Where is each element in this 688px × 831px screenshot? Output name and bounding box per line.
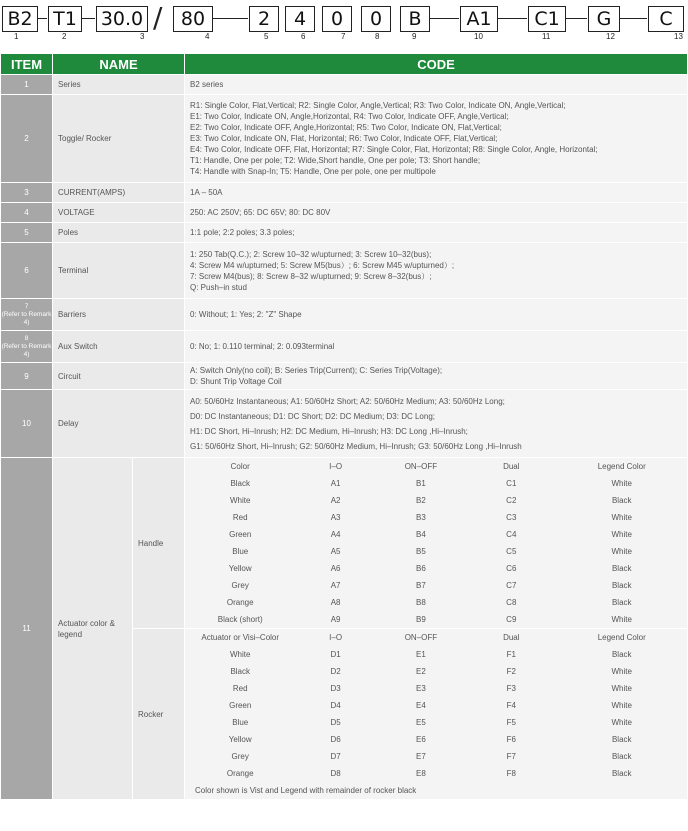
cell: B8 [416, 598, 426, 607]
item-code [185, 183, 688, 203]
code-line: 1:1 pole; 2:2 poles; 3.3 poles; [190, 228, 295, 237]
code-box-actuator: T1 [48, 6, 82, 32]
rocker-footnote-row [185, 782, 687, 799]
table-row-handle [1, 458, 688, 629]
item-number [1, 299, 53, 331]
item-code [185, 331, 688, 363]
code-slash: / [153, 1, 163, 34]
cell: Black [611, 769, 632, 778]
handle-row [185, 594, 687, 611]
code-box-12: G [588, 6, 620, 32]
cell: A9 [330, 615, 341, 624]
actuator-type-handle: Handle [133, 458, 185, 629]
cell: B5 [416, 547, 426, 556]
cell: A5 [330, 547, 341, 556]
header-code: CODE [185, 54, 688, 75]
table-row [1, 299, 688, 331]
cell: Orange [226, 769, 254, 778]
item-number: 11 [1, 458, 53, 800]
table-row [1, 95, 688, 183]
rocker-row [185, 646, 687, 663]
item-code [185, 223, 688, 243]
cell: F4 [506, 701, 516, 710]
cell: F7 [506, 752, 516, 761]
cell: E1 [416, 650, 426, 659]
col-header: Color [230, 462, 250, 471]
item-number: 4 [1, 203, 53, 223]
cell: A8 [330, 598, 341, 607]
cell: White [611, 615, 632, 624]
code-box-13: C [648, 6, 684, 32]
cell: Black [230, 667, 250, 676]
code-dash [619, 18, 647, 19]
cell: White [611, 667, 632, 676]
position-number: 12 [606, 32, 615, 41]
item-code [185, 203, 688, 223]
code-box-poles: 2 [249, 6, 279, 32]
item-number: 3 [1, 183, 53, 203]
item-name: Series [53, 75, 185, 95]
item-remark-note: (Refer to Remark 4) [1, 342, 52, 358]
cell: White [611, 479, 632, 488]
cell: A1 [330, 479, 341, 488]
rocker-row [185, 765, 687, 782]
code-line: H1: DC Short, Hi–Inrush; H2: DC Medium, Hi–Inrush; H3: DC Long ,Hi–Inrush; [190, 426, 468, 436]
rocker-row [185, 748, 687, 765]
cell: White [611, 547, 632, 556]
position-number: 7 [341, 32, 346, 41]
cell: D6 [330, 735, 341, 744]
item-name: Barriers [53, 299, 185, 331]
cell: B1 [416, 479, 426, 488]
cell: White [229, 496, 251, 505]
col-header: ON–OFF [404, 633, 438, 642]
cell: Black [611, 564, 632, 573]
code-line: 250: AC 250V; 65: DC 65V; 80: DC 80V [190, 208, 331, 217]
cell: E6 [416, 735, 426, 744]
code-line: 0: Without; 1: Yes; 2: "Z" Shape [190, 310, 302, 319]
cell: White [611, 718, 632, 727]
code-dash [565, 18, 587, 19]
item-number: 10 [1, 390, 53, 458]
cell: Black (short) [217, 615, 263, 624]
handle-header-row [185, 458, 687, 475]
cell: D8 [330, 769, 341, 778]
code-line: Q: Push–in stud [190, 282, 247, 292]
cell: F5 [506, 718, 516, 727]
item-name: VOLTAGE [53, 203, 185, 223]
col-header: Dual [503, 633, 520, 642]
cell: C1 [506, 479, 517, 488]
code-box-series: B2 [2, 6, 38, 32]
cell: Green [229, 530, 252, 539]
rocker-row [185, 680, 687, 697]
cell: Yellow [228, 735, 252, 744]
rocker-color-table [185, 629, 687, 799]
item-name: Circuit [53, 363, 185, 390]
header-name: NAME [53, 54, 185, 75]
code-dash [429, 18, 459, 19]
position-number: 5 [264, 32, 269, 41]
cell: Black [611, 650, 632, 659]
cell: A4 [330, 530, 341, 539]
cell: E7 [416, 752, 426, 761]
code-line: 4: Screw M4 w/upturned; 5: Screw M5(bus）; 6: Screw M45 w/upturned）; [190, 260, 455, 270]
code-line: E4: Two Color, Indicate OFF, Flat, Horizontal; R7: Single Color, Flat, Horizontal; R8: Single Color, Angle, Horizontal; [190, 145, 598, 154]
cell: E2 [416, 667, 426, 676]
cell: C8 [506, 598, 517, 607]
cell: E4 [416, 701, 426, 710]
cell: Black [611, 735, 632, 744]
position-number: 10 [474, 32, 483, 41]
table-row [1, 363, 688, 390]
actuator-type-rocker: Rocker [133, 629, 185, 800]
cell: Black [611, 496, 632, 505]
item-code [185, 95, 688, 183]
cell: Blue [232, 718, 249, 727]
cell: B2 [416, 496, 426, 505]
item-name: Aux Switch [53, 331, 185, 363]
handle-color-table-cell [185, 458, 688, 629]
cell: B3 [416, 513, 426, 522]
cell: Orange [226, 598, 254, 607]
cell: C7 [506, 581, 517, 590]
position-number: 2 [62, 32, 67, 41]
cell: F3 [506, 684, 516, 693]
position-number: 9 [412, 32, 417, 41]
handle-row [185, 543, 687, 560]
cell: Yellow [228, 564, 252, 573]
handle-row [185, 577, 687, 594]
header-item: ITEM [1, 54, 53, 75]
cell: C3 [506, 513, 517, 522]
handle-row [185, 611, 687, 628]
handle-row [185, 492, 687, 509]
item-number: 6 [1, 243, 53, 299]
cell: Grey [231, 752, 249, 761]
cell: B6 [416, 564, 426, 573]
item-name: Poles [53, 223, 185, 243]
item-remark-note: (Refer to Remark 4) [1, 310, 52, 326]
item-number: 5 [1, 223, 53, 243]
code-box-circuit: B [400, 6, 430, 32]
code-box-color: C1 [528, 6, 566, 32]
code-box-voltage: 80 [173, 6, 213, 32]
item-code [185, 390, 688, 458]
item-code [185, 243, 688, 299]
cell: Black [230, 479, 250, 488]
code-line: E3: Two Color, Indicate ON, Flat, Horizontal; R6: Two Color, Indicate OFF, Flat,Vertical; [190, 134, 498, 143]
cell: D3 [330, 684, 341, 693]
position-number: 13 [674, 32, 683, 41]
table-row [1, 203, 688, 223]
position-number: 1 [14, 32, 19, 41]
cell: D5 [330, 718, 341, 727]
cell: B4 [416, 530, 426, 539]
code-line: 7: Screw M4(bus); 8: Screw 8–32 w/upturned; 9: Screw 8–32(bus）; [190, 271, 432, 281]
rocker-header-row [185, 629, 687, 646]
cell: A6 [330, 564, 341, 573]
col-header: ON–OFF [404, 462, 438, 471]
cell: D2 [330, 667, 341, 676]
cell: Grey [231, 581, 249, 590]
position-number: 8 [375, 32, 380, 41]
code-box-aux-switch: 0 [361, 6, 391, 32]
cell: C2 [506, 496, 517, 505]
rocker-row [185, 697, 687, 714]
code-box-current: 30.0 [96, 6, 148, 32]
cell: Black [611, 598, 632, 607]
cell: White [611, 701, 632, 710]
code-dash [81, 18, 95, 19]
col-header: I–O [329, 462, 343, 471]
code-line: D0: DC Instantaneous; D1: DC Short; D2: DC Medium; D3: DC Long; [190, 411, 435, 421]
cell: D7 [330, 752, 341, 761]
cell: A2 [330, 496, 341, 505]
code-line: T1: Handle, One per pole; T2: Wide,Short handle, One per pole; T3: Short handle; [190, 156, 481, 165]
item-name: Terminal [53, 243, 185, 299]
cell: Black [611, 581, 632, 590]
code-box-barriers: 0 [322, 6, 352, 32]
item-number-value: 8 [24, 334, 29, 342]
cell: C5 [506, 547, 517, 556]
col-header: Legend Color [597, 462, 646, 471]
col-header: Legend Color [597, 633, 646, 642]
code-dash [497, 18, 527, 19]
col-header: Dual [503, 462, 520, 471]
handle-color-table [185, 458, 687, 628]
item-name: Delay [53, 390, 185, 458]
handle-row [185, 526, 687, 543]
code-line: G1: 50/60Hz Short, Hi–Inrush; G2: 50/60Hz Medium, Hi–Inrush; G3: 50/60Hz Long ,Hi–Inrush [190, 441, 522, 451]
cell: Black [611, 752, 632, 761]
item-number: 9 [1, 363, 53, 390]
handle-row [185, 509, 687, 526]
col-header: I–O [329, 633, 343, 642]
cell: White [611, 513, 632, 522]
cell: Red [232, 684, 248, 693]
cell: C6 [506, 564, 517, 573]
item-code [185, 363, 688, 390]
item-name: CURRENT(AMPS) [53, 183, 185, 203]
cell: D4 [330, 701, 341, 710]
cell: A7 [330, 581, 341, 590]
item-code [185, 299, 688, 331]
position-number: 11 [542, 32, 551, 41]
code-dash [212, 18, 248, 19]
cell: White [611, 684, 632, 693]
handle-row [185, 560, 687, 577]
cell: White [229, 650, 251, 659]
item-number-value: 7 [24, 302, 29, 310]
code-line: R1: Single Color, Flat,Vertical; R2: Single Color, Angle,Vertical; R3: Two Color, Indicate ON, Angle,Vertical; [190, 101, 566, 110]
code-box-delay: A1 [460, 6, 498, 32]
code-line: 1A – 50A [190, 188, 223, 197]
col-header: Actuator or Visi–Color [201, 633, 280, 642]
rocker-footnote: Color shown is Vist and Legend with remainder of rocker black [195, 786, 417, 795]
cell: F8 [506, 769, 516, 778]
cell: Blue [232, 547, 249, 556]
cell: Red [232, 513, 248, 522]
cell: Green [229, 701, 252, 710]
code-line: 1: 250 Tab(Q.C.); 2: Screw 10–32 w/upturned; 3: Screw 10–32(bus); [190, 249, 432, 259]
code-line: D: Shunt Trip Voltage Coil [190, 377, 282, 386]
item-name: Actuator color & legend [53, 458, 133, 800]
position-number: 3 [140, 32, 145, 41]
table-header-row [1, 54, 688, 75]
cell: B9 [416, 615, 426, 624]
table-row [1, 243, 688, 299]
rocker-row [185, 663, 687, 680]
code-line: E2: Two Color, Indicate OFF, Angle,Horizontal; R5: Two Color, Indicate ON, Flat,Vertical; [190, 123, 502, 132]
table-row [1, 75, 688, 95]
ordering-code-table [0, 53, 688, 800]
cell: D1 [330, 650, 341, 659]
code-line: A: Switch Only(no coil); B: Series Trip(Current); C: Series Trip(Voltage); [190, 366, 443, 375]
item-number: 1 [1, 75, 53, 95]
handle-row [185, 475, 687, 492]
cell: F1 [506, 650, 516, 659]
table-row [1, 183, 688, 203]
cell: A3 [330, 513, 341, 522]
code-line: A0: 50/60Hz Instantaneous; A1: 50/60Hz Short; A2: 50/60Hz Medium; A3: 50/60Hz Long; [190, 396, 505, 406]
rocker-color-table-cell [185, 629, 688, 800]
item-name: Toggle/ Rocker [53, 95, 185, 183]
cell: B7 [416, 581, 426, 590]
code-line: B2 series [190, 80, 224, 89]
cell: C4 [506, 530, 517, 539]
code-line: T4: Handle with Snap-In; T5: Handle, One per pole, one per multipole [190, 167, 436, 176]
item-code [185, 75, 688, 95]
table-row [1, 331, 688, 363]
rocker-row [185, 714, 687, 731]
item-number [1, 331, 53, 363]
code-line: 0: No; 1: 0.110 terminal; 2: 0.093terminal [190, 342, 335, 351]
code-box-terminal: 4 [285, 6, 315, 32]
cell: F6 [506, 735, 516, 744]
item-number: 2 [1, 95, 53, 183]
code-line: E1: Two Color, Indicate ON, Angle,Horizontal, R4: Two Color, Indicate OFF, Angle,Vertical; [190, 112, 509, 121]
rocker-row [185, 731, 687, 748]
table-row [1, 223, 688, 243]
table-row [1, 390, 688, 458]
cell: F2 [506, 667, 516, 676]
cell: C9 [506, 615, 517, 624]
cell: E3 [416, 684, 426, 693]
cell: E5 [416, 718, 426, 727]
part-number-code-bar [0, 0, 688, 42]
cell: White [611, 530, 632, 539]
cell: E8 [416, 769, 426, 778]
position-number: 4 [205, 32, 210, 41]
position-number: 6 [301, 32, 306, 41]
code-dash [37, 18, 47, 19]
